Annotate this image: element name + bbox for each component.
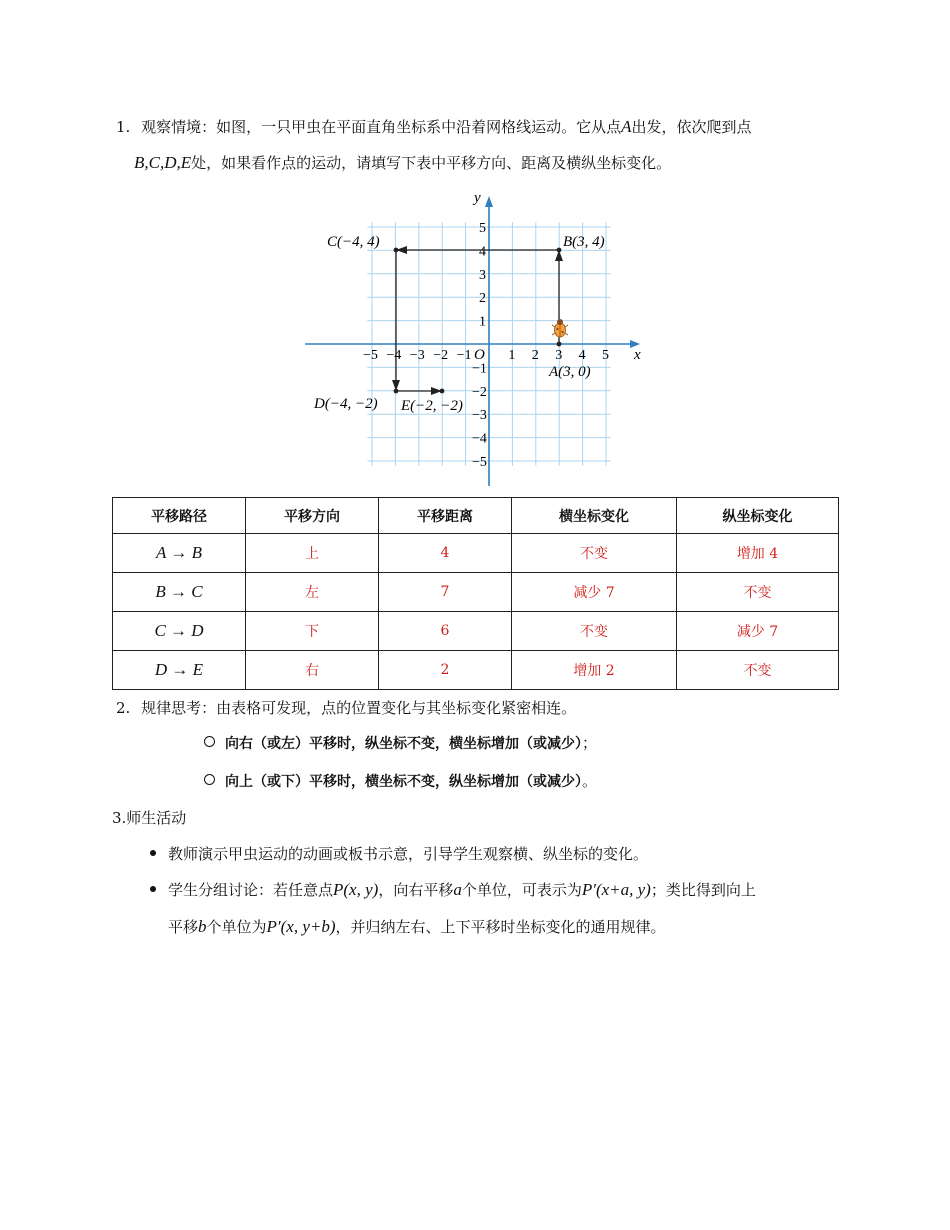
cell-distance: 7 bbox=[379, 573, 512, 612]
x-tick-label: 4 bbox=[578, 348, 586, 363]
bullet-1 bbox=[150, 843, 648, 865]
point-a-symbol: A bbox=[621, 117, 632, 136]
point-p: P(x, y) bbox=[333, 880, 379, 899]
y-axis-arrow bbox=[485, 196, 493, 207]
cell-direction: 下 bbox=[246, 612, 379, 651]
cell-distance: 2 bbox=[379, 651, 512, 690]
y-tick-label: 1 bbox=[479, 314, 486, 330]
circle-bullet-icon bbox=[204, 736, 215, 747]
cell-y-change: 不变 bbox=[677, 651, 839, 690]
y-tick-label: −2 bbox=[472, 384, 487, 400]
circle-bullet-icon bbox=[204, 774, 215, 785]
problem-2-line bbox=[116, 697, 576, 719]
origin-label: O bbox=[474, 347, 485, 363]
bullet-text: 个单位，可表示为 bbox=[461, 881, 582, 899]
y-tick-label: 3 bbox=[479, 267, 486, 283]
cell-path: A → B bbox=[113, 534, 246, 573]
table-row bbox=[113, 573, 839, 612]
point-b bbox=[557, 248, 562, 253]
point-d bbox=[394, 389, 399, 394]
x-tick-label: −4 bbox=[386, 348, 402, 363]
point-e bbox=[440, 389, 445, 394]
problem-text: 观察情境：如图，一只甲虫在平面直角坐标系中沿着网格线运动。它从点 bbox=[141, 118, 622, 136]
point-p-prime: P′(x+a, y) bbox=[581, 880, 651, 899]
y-tick-label: −4 bbox=[472, 431, 487, 447]
problem-text: 规律思考：由表格可发现，点的位置变化与其坐标变化紧密相连。 bbox=[141, 699, 577, 717]
bullet-text: 平移 bbox=[168, 918, 199, 936]
cell-y-change: 不变 bbox=[677, 573, 839, 612]
rule-text: 向上（或下）平移时，横坐标不变，纵坐标增加（或减少） bbox=[225, 774, 582, 790]
x-tick-label: 2 bbox=[531, 348, 539, 363]
cell-y-change: 增加 4 bbox=[677, 534, 839, 573]
y-tick-label: −3 bbox=[472, 408, 487, 424]
dot-bullet-icon bbox=[150, 850, 156, 856]
coordinate-figure bbox=[300, 188, 650, 488]
bullet-2-line2 bbox=[168, 915, 848, 939]
label-c: C(−4, 4) bbox=[327, 234, 380, 250]
header-direction: 平移方向 bbox=[246, 498, 379, 534]
problem-number: 1. bbox=[116, 118, 131, 136]
y-tick-label: −1 bbox=[472, 361, 487, 377]
label-e: E(−2, −2) bbox=[401, 398, 463, 414]
translation-table bbox=[112, 497, 839, 690]
cell-x-change: 减少 7 bbox=[512, 573, 677, 612]
points-list: B,C,D,E bbox=[134, 153, 192, 172]
rule-end: ； bbox=[582, 734, 598, 752]
point-c bbox=[394, 248, 399, 253]
header-distance: 平移距离 bbox=[379, 498, 512, 534]
bullet-text: ，向右平移 bbox=[378, 881, 454, 899]
beetle-icon bbox=[552, 319, 568, 337]
x-tick-label: 3 bbox=[555, 348, 563, 363]
y-tick-label: −5 bbox=[472, 455, 487, 470]
x-tick-label: 1 bbox=[508, 348, 516, 363]
y-tick-label: 2 bbox=[479, 291, 486, 307]
x-tick-label: 5 bbox=[602, 348, 609, 363]
problem-text: 出发，依次爬到点 bbox=[631, 118, 752, 136]
header-x-change: 横坐标变化 bbox=[512, 498, 677, 534]
var-a: a bbox=[453, 880, 462, 899]
x-tick-label: −1 bbox=[456, 348, 472, 363]
cell-distance: 4 bbox=[379, 534, 512, 573]
table-row bbox=[113, 534, 839, 573]
cell-x-change: 增加 2 bbox=[512, 651, 677, 690]
header-y-change: 纵坐标变化 bbox=[677, 498, 839, 534]
label-a: A(3, 0) bbox=[549, 364, 591, 380]
cell-direction: 右 bbox=[246, 651, 379, 690]
rule-text: 向右（或左）平移时，纵坐标不变，横坐标增加（或减少） bbox=[225, 736, 582, 752]
rule-1 bbox=[204, 732, 597, 755]
cell-y-change: 减少 7 bbox=[677, 612, 839, 651]
table-row bbox=[113, 612, 839, 651]
rule-end: 。 bbox=[582, 772, 598, 790]
dot-bullet-icon bbox=[150, 886, 156, 892]
table-header-row bbox=[113, 498, 839, 534]
x-tick-label: −3 bbox=[409, 348, 425, 363]
x-tick-label: −5 bbox=[363, 348, 378, 363]
section-3-title: 3.师生活动 bbox=[112, 809, 187, 827]
cell-direction: 上 bbox=[246, 534, 379, 573]
header-path: 平移路径 bbox=[113, 498, 246, 534]
label-b: B(3, 4) bbox=[563, 234, 605, 250]
bullet-text: 学生分组讨论：若任意点 bbox=[168, 881, 334, 899]
rule-2 bbox=[204, 770, 597, 793]
point-a bbox=[557, 342, 562, 347]
y-tick-label: 4 bbox=[479, 244, 486, 260]
point-p-prime-2: P′(x, y+b) bbox=[266, 917, 336, 936]
cell-path: B → C bbox=[113, 573, 246, 612]
problem-1-line1 bbox=[116, 116, 836, 138]
cell-x-change: 不变 bbox=[512, 534, 677, 573]
bullet-text: 教师演示甲虫运动的动画或板书示意，引导学生观察横、纵坐标的变化。 bbox=[168, 845, 649, 863]
x-axis-label: x bbox=[634, 347, 641, 363]
table-row bbox=[113, 651, 839, 690]
tick-labels bbox=[363, 221, 609, 470]
problem-1-line2 bbox=[134, 152, 854, 174]
label-d: D(−4, −2) bbox=[314, 396, 378, 412]
problem-text: 处，如果看作点的运动，请填写下表中平移方向、距离及横纵坐标变化。 bbox=[191, 154, 672, 172]
cell-path: C → D bbox=[113, 612, 246, 651]
cell-x-change: 不变 bbox=[512, 612, 677, 651]
cell-distance: 6 bbox=[379, 612, 512, 651]
cell-path: D → E bbox=[113, 651, 246, 690]
bullet-text: 个单位为 bbox=[206, 918, 267, 936]
cell-direction: 左 bbox=[246, 573, 379, 612]
y-axis-label: y bbox=[474, 190, 481, 206]
bullet-text: ，并归纳左右、上下平移时坐标变化的通用规律。 bbox=[335, 918, 666, 936]
bullet-text: ；类比得到向上 bbox=[650, 881, 756, 899]
problem-number: 2. bbox=[116, 699, 131, 717]
y-tick-label: 5 bbox=[479, 221, 486, 236]
x-tick-label: −2 bbox=[433, 348, 449, 363]
var-b: b bbox=[198, 917, 207, 936]
bullet-2-line1 bbox=[150, 878, 850, 902]
